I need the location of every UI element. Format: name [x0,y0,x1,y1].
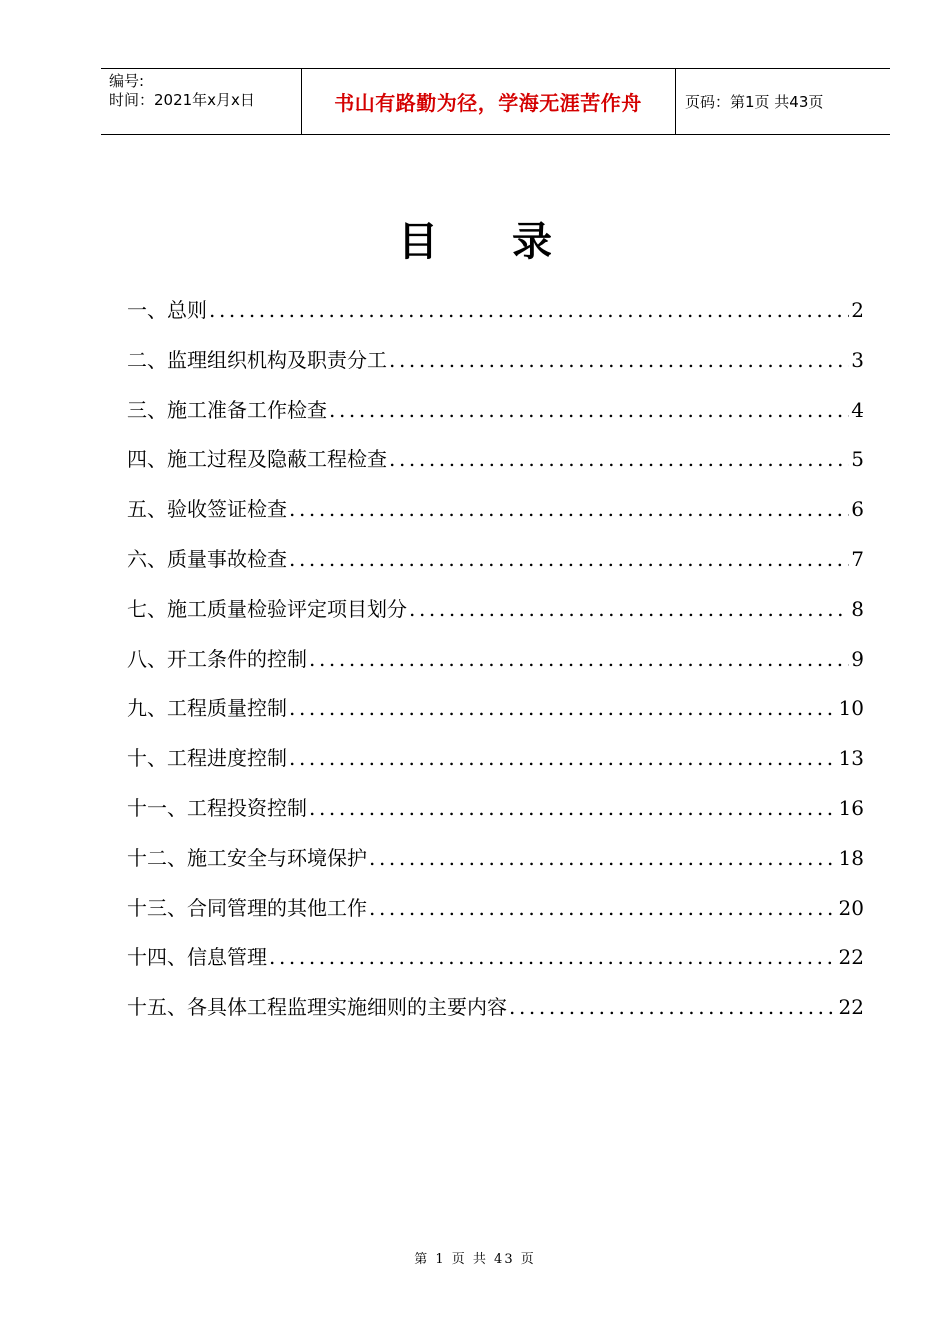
toc-leader-dots [289,544,849,574]
toc-entry[interactable] [127,992,864,1042]
toc-leader-dots [269,942,837,972]
toc-entry-label: 三、施工准备工作检查 [127,397,327,422]
toc-entry-page: 10 [838,696,864,721]
toc-entry-label: 六、质量事故检查 [127,546,287,571]
toc-leader-dots [389,444,849,474]
toc-entry[interactable] [127,494,864,544]
toc-entry-label: 二、监理组织机构及职责分工 [127,347,387,372]
toc-entry-page: 22 [838,995,864,1020]
toc-entry-page: 4 [851,397,864,422]
toc-entry-page: 8 [851,596,864,621]
toc-entry-label: 十四、信息管理 [127,945,267,970]
toc-leader-dots [409,594,849,624]
toc-entry[interactable] [127,743,864,793]
toc-leader-dots [369,893,837,923]
toc-entry[interactable] [127,942,864,992]
toc-leader-dots [209,295,849,325]
header-meta-cell [101,69,302,134]
toc-entry-label: 一、总则 [127,298,207,322]
page-footer: 第 1 页 共 43 页 [414,1252,536,1267]
toc-title: 目录 [398,219,626,265]
header-motto: 书山有路勤为径，学海无涯苦作舟 [334,91,642,115]
table-of-contents [127,295,864,1042]
document-header [101,68,890,135]
toc-entry-label: 四、施工过程及隐蔽工程检查 [127,447,387,472]
toc-entry-page: 20 [838,895,864,920]
toc-entry[interactable] [127,594,864,644]
toc-entry-page: 5 [851,447,864,472]
toc-leader-dots [509,992,837,1022]
toc-entry[interactable] [127,395,864,445]
toc-entry-label: 九、工程质量控制 [127,696,287,721]
toc-entry[interactable] [127,843,864,893]
toc-entry[interactable] [127,793,864,843]
toc-entry[interactable] [127,295,864,345]
toc-entry-label: 十三、合同管理的其他工作 [127,895,367,920]
header-page-cell [676,69,890,134]
toc-entry-label: 七、施工质量检验评定项目划分 [127,596,407,621]
toc-entry-page: 9 [851,646,864,671]
toc-entry[interactable] [127,693,864,743]
header-motto-cell [301,69,676,134]
toc-entry[interactable] [127,544,864,594]
toc-entry-label: 八、开工条件的控制 [127,646,307,671]
toc-leader-dots [369,843,837,873]
toc-entry-page: 18 [838,845,864,870]
toc-entry-page: 3 [851,347,864,372]
toc-entry-label: 十二、施工安全与环境保护 [127,845,367,870]
header-page-code: 页码：第1页 共43页 [685,93,824,111]
toc-entry-page: 13 [838,746,864,771]
toc-leader-dots [309,793,837,823]
toc-entry-page: 6 [851,497,864,522]
toc-entry-label: 十一、工程投资控制 [127,795,307,820]
toc-entry-page: 2 [851,298,864,322]
toc-entry[interactable] [127,644,864,694]
toc-entry-page: 22 [838,945,864,970]
document-number-label: 编号: [109,72,145,90]
toc-leader-dots [309,644,849,674]
toc-entry-page: 7 [851,546,864,571]
toc-leader-dots [329,395,849,425]
toc-entry-label: 五、验收签证检查 [127,497,287,522]
toc-entry[interactable] [127,345,864,395]
document-date: 时间：2021年x月x日 [109,91,255,109]
toc-entry[interactable] [127,893,864,943]
toc-leader-dots [389,345,849,375]
toc-leader-dots [289,494,849,524]
toc-entry-label: 十五、各具体工程监理实施细则的主要内容 [127,995,507,1020]
toc-entry[interactable] [127,444,864,494]
toc-leader-dots [289,693,837,723]
toc-entry-page: 16 [838,795,864,820]
toc-entry-label: 十、工程进度控制 [127,746,287,771]
toc-leader-dots [289,743,837,773]
